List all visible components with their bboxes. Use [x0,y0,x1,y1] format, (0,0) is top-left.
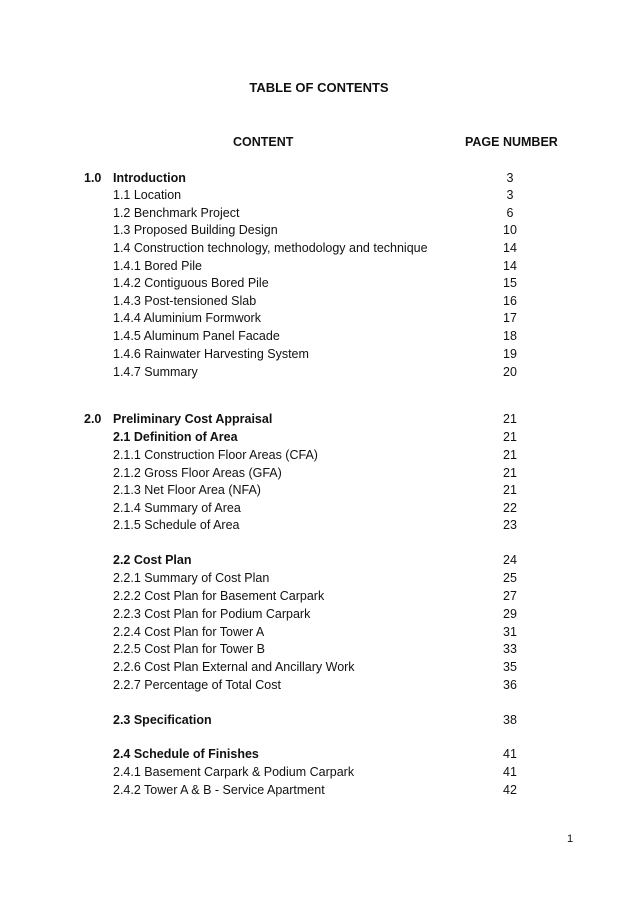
toc-entry [0,465,638,482]
toc-entry-label: 2.4 Schedule of Finishes [113,747,259,761]
toc-entry [0,187,638,204]
toc-entry-page: 31 [503,625,517,639]
toc-entry [0,552,638,569]
toc-entry [0,500,638,517]
toc-entry-label: 2.1 Definition of Area [113,430,238,444]
toc-entry-label: 2.1.1 Construction Floor Areas (CFA) [113,448,318,462]
toc-entry-label: 2.2 Cost Plan [113,553,192,567]
toc-entry [0,677,638,694]
toc-entry-label: 2.3 Specification [113,713,212,727]
toc-entry-page: 21 [503,448,517,462]
toc-entry-label: 2.2.3 Cost Plan for Podium Carpark [113,607,311,621]
toc-entry [0,346,638,363]
toc-entry [0,364,638,381]
toc-entry-page: 29 [503,607,517,621]
page-title: TABLE OF CONTENTS [249,80,389,95]
toc-entry-page: 16 [503,294,517,308]
toc-entry-label: 2.1.5 Schedule of Area [113,518,240,532]
toc-entry-label: 1.4.3 Post-tensioned Slab [113,294,257,308]
toc-entry-page: 41 [503,765,517,779]
toc-entry-page: 10 [503,223,517,237]
toc-entry-page: 14 [503,259,517,273]
toc-entry-page: 24 [503,553,517,567]
toc-entry-page: 17 [503,311,517,325]
toc-entry-label: 2.1.3 Net Floor Area (NFA) [113,483,261,497]
toc-entry [0,517,638,534]
toc-entry-label: 2.4.2 Tower A & B - Service Apartment [113,783,325,797]
toc-entry-page: 23 [503,518,517,532]
toc-entry [0,240,638,257]
toc-entry-page: 3 [506,188,514,202]
toc-entry-label: 2.4.1 Basement Carpark & Podium Carpark [113,765,355,779]
toc-entry-label: 1.4.1 Bored Pile [113,259,202,273]
toc-entry-page: 6 [506,206,514,220]
toc-entry [0,782,638,799]
toc-entry [0,482,638,499]
toc-entry-label: 2.2.6 Cost Plan External and Ancillary Work [113,660,355,674]
toc-entry-number: 1.0 [84,171,102,185]
toc-entry-page: 42 [503,783,517,797]
toc-entry [0,170,638,187]
toc-entry-page: 25 [503,571,517,585]
content-column-header: CONTENT [233,135,294,149]
toc-entry-page: 21 [503,412,517,426]
toc-entry-page: 3 [506,171,514,185]
toc-entry-page: 21 [503,430,517,444]
toc-entry [0,293,638,310]
toc-entry [0,205,638,222]
toc-entry-label: 2.1.2 Gross Floor Areas (GFA) [113,466,282,480]
toc-entry-page: 18 [503,329,517,343]
toc-entry [0,411,638,428]
toc-entry-label: 1.4.5 Aluminum Panel Facade [113,329,280,343]
toc-entry-label: 2.1.4 Summary of Area [113,501,241,515]
toc-entry [0,447,638,464]
toc-entry-page: 41 [503,747,517,761]
toc-entry [0,310,638,327]
toc-entry-label: 1.4.2 Contiguous Bored Pile [113,276,269,290]
toc-entry-label: 1.1 Location [113,188,182,202]
toc-entry-page: 20 [503,365,517,379]
toc-entry-page: 36 [503,678,517,692]
toc-entry-label: Preliminary Cost Appraisal [113,412,273,426]
toc-entry [0,222,638,239]
toc-entry [0,570,638,587]
toc-entry-page: 33 [503,642,517,656]
toc-entry-page: 27 [503,589,517,603]
toc-entry-number: 2.0 [84,412,102,426]
toc-entry-label: 2.2.4 Cost Plan for Tower A [113,625,265,639]
toc-entry-page: 14 [503,241,517,255]
toc-entry [0,588,638,605]
toc-entry [0,275,638,292]
toc-entry [0,641,638,658]
toc-entry-page: 15 [503,276,517,290]
toc-entry-page: 38 [503,713,517,727]
toc-entry [0,328,638,345]
toc-entry [0,746,638,763]
page-footer-number: 1 [567,833,574,845]
toc-entry-label: 1.4 Construction technology, methodology and technique [113,241,428,255]
toc-entry-label: 1.4.6 Rainwater Harvesting System [113,347,309,361]
toc-entry-label: 1.4.7 Summary [113,365,198,379]
toc-entry-label: 2.2.5 Cost Plan for Tower B [113,642,265,656]
toc-entry [0,712,638,729]
toc-entry [0,624,638,641]
toc-entry [0,258,638,275]
toc-entry-label: 1.2 Benchmark Project [113,206,240,220]
toc-entry-page: 21 [503,466,517,480]
toc-entry-page: 35 [503,660,517,674]
toc-entry-label: 2.2.1 Summary of Cost Plan [113,571,270,585]
page-number-column-header: PAGE NUMBER [465,135,558,149]
toc-entry-page: 19 [503,347,517,361]
toc-entry [0,429,638,446]
toc-entry-label: 1.3 Proposed Building Design [113,223,278,237]
toc-entry-page: 21 [503,483,517,497]
toc-entry-label: 1.4.4 Aluminium Formwork [113,311,261,325]
toc-entry [0,659,638,676]
toc-entry-label: Introduction [113,171,186,185]
toc-entry-label: 2.2.2 Cost Plan for Basement Carpark [113,589,325,603]
toc-entry [0,764,638,781]
toc-entry-page: 22 [503,501,517,515]
toc-entry [0,606,638,623]
toc-entry-label: 2.2.7 Percentage of Total Cost [113,678,281,692]
